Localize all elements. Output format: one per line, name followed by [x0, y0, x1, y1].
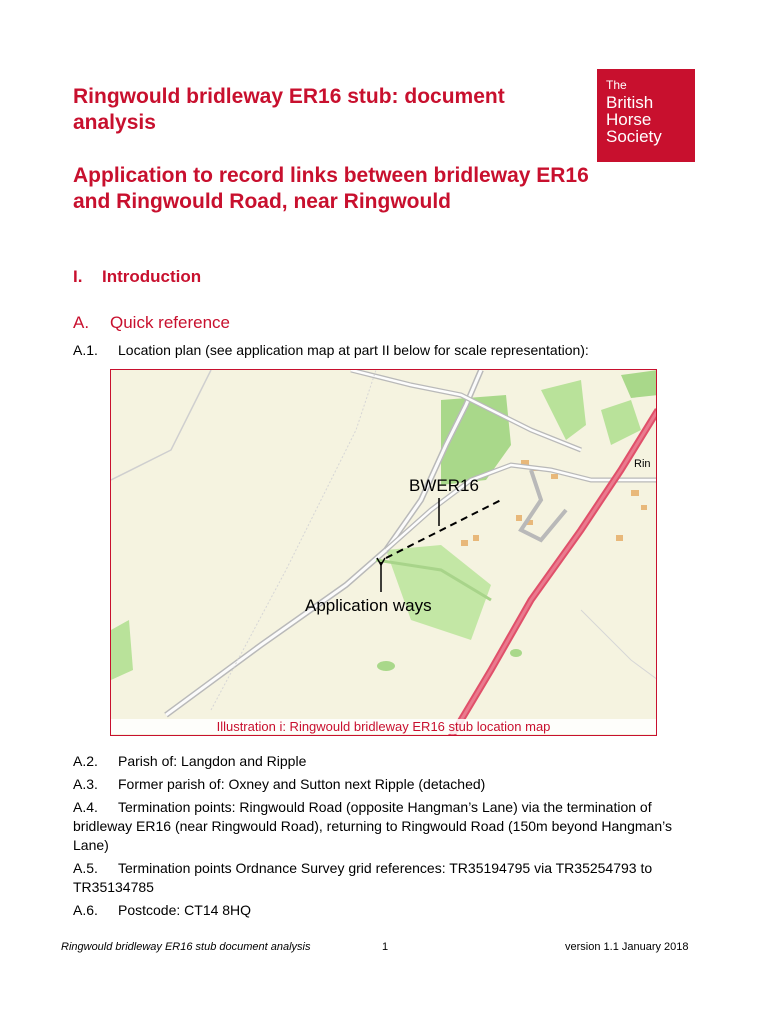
document-subtitle: Application to record links between bridleway ER16 and Ringwould Road, near Ringwould [73, 164, 589, 213]
footer-version: version 1.1 January 2018 [565, 941, 689, 953]
document-title: Ringwould bridleway ER16 stub: document analysis [73, 85, 505, 134]
map-label-rin: Rin [634, 458, 651, 470]
item-a4 [73, 798, 698, 855]
item-text: Termination points Ordnance Survey grid references: TR35194795 via TR35254793 to TR35134785 [73, 860, 653, 895]
item-text: Location plan (see application map at part II below for scale representation): [118, 342, 589, 358]
logo-line-society: Society [606, 127, 662, 146]
footer-document-name: Ringwould bridleway ER16 stub document analysis [61, 941, 311, 953]
item-text: Former parish of: Oxney and Sutton next Ripple (detached) [118, 776, 486, 792]
map-graphic [111, 370, 657, 736]
logo-line-british: British [606, 93, 654, 112]
item-number: A.1. [73, 342, 98, 358]
item-number: A.6. [73, 902, 98, 918]
location-map [110, 369, 657, 736]
logo-line-the: The [606, 78, 627, 92]
item-a1 [73, 341, 703, 360]
item-a3 [73, 775, 703, 794]
map-label-bwer16: BWER16 [409, 476, 479, 495]
item-number: A.3. [73, 776, 98, 792]
map-caption: Illustration i: Ringwould bridleway ER16 stub location map [111, 719, 656, 734]
logo-line-horse: Horse [606, 110, 652, 129]
item-number: A.2. [73, 753, 98, 769]
section-title: Introduction [102, 267, 202, 286]
item-number: A.4. [73, 799, 98, 815]
item-text: Termination points: Ringwould Road (opposite Hangman’s Lane) via the termination of bridleway ER16 (near Ringwould Road), returning to Ringwould Road (150m beyond Hangman’s Lane) [73, 799, 672, 853]
footer-page-number: 1 [382, 941, 389, 953]
map-label-application-ways: Application ways [305, 596, 432, 615]
section-number: I. [73, 267, 83, 286]
item-a5 [73, 859, 698, 897]
item-a2 [73, 752, 703, 771]
british-horse-society-logo [597, 69, 695, 162]
item-text: Postcode: CT14 8HQ [118, 902, 252, 918]
subsection-title: Quick reference [110, 313, 230, 332]
item-a6 [73, 901, 703, 920]
item-number: A.5. [73, 860, 98, 876]
item-text: Parish of: Langdon and Ripple [118, 753, 307, 769]
subsection-number: A. [73, 313, 90, 332]
